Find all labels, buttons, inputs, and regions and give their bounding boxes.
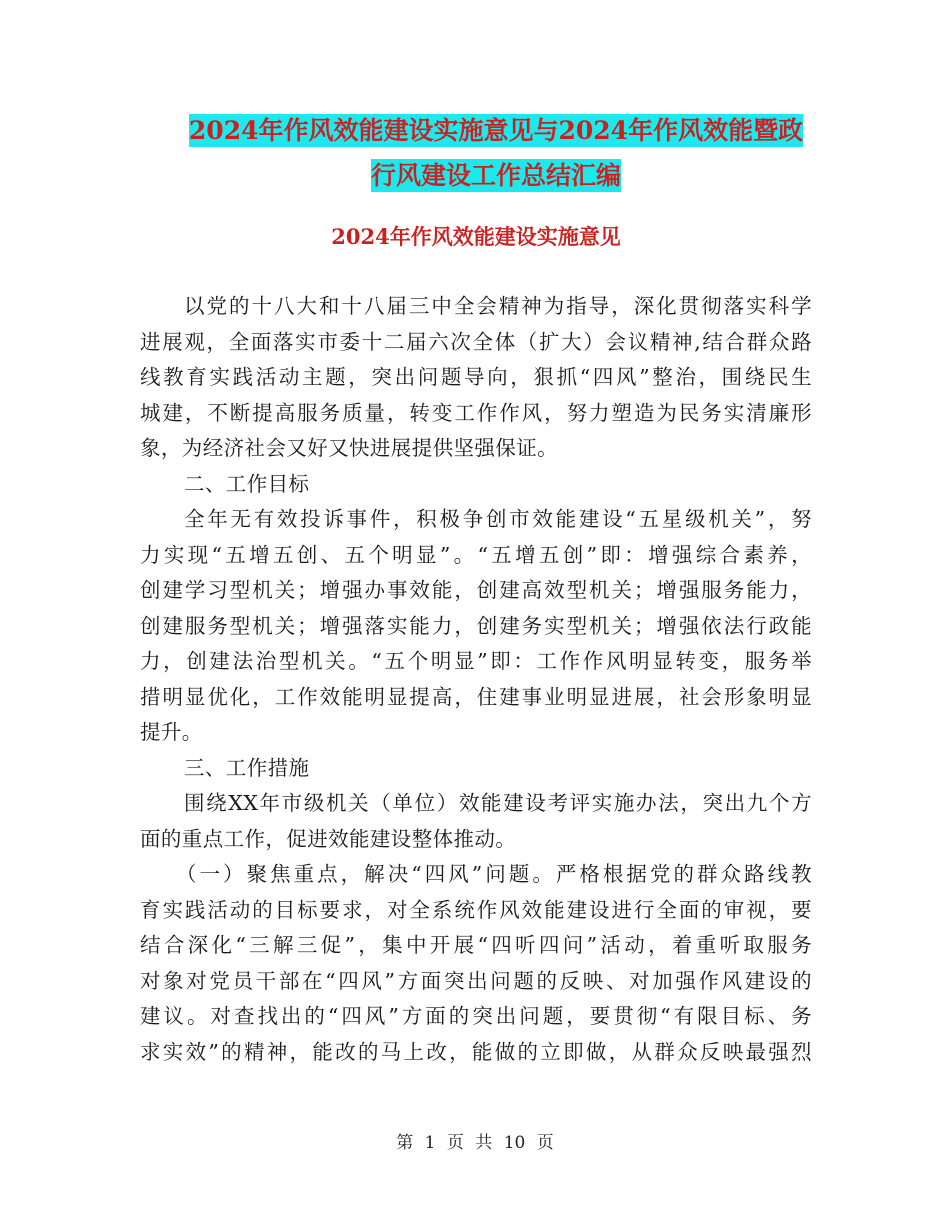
body-line: 求实效”的精神，能改的马上改，能做的立即做，从群众反映最强烈 [140,1039,812,1064]
body-line: 城建，不断提高服务质量，转变工作作风，努力塑造为民务实清廉形 [140,400,812,425]
body-line: 提升。 [140,720,203,744]
section-heading-goals: 二、工作目标 [184,471,310,496]
section-heading-measures: 三、工作措施 [184,755,310,780]
document-body [140,289,812,1070]
body-line: 力，创建法治型机关。“五个明显”即：工作作风明显转变，服务举 [140,649,812,673]
body-line: 进展观，全面落实市委十二届六次全体（扩大）会议精神,结合群众路 [140,329,812,354]
body-line: 力实现“五增五创、五个明显”。“五增五创”即：增强综合素养， [140,542,812,567]
body-line: （一）聚焦重点，解决“四风”问题。严格根据党的群众路线教 [176,862,812,886]
body-line: 建议。对查找出的“四风”方面的突出问题，要贯彻“有限目标、务 [140,1004,812,1028]
body-line: 围绕XX年市级机关（单位）效能建设考评实施办法，突出九个方 [184,791,812,815]
body-line: 面的重点工作，促进效能建设整体推动。 [140,826,517,851]
title-line-1: 2024年作风效能建设实施意见与2024年作风效能暨政 [188,116,804,145]
body-line: 对象对党员干部在“四风”方面突出问题的反映、对加强作风建设的 [140,968,812,993]
page-footer: 第 1 页 共 10 页 [396,1133,554,1153]
body-line: 象，为经济社会又好又快进展提供坚强保证。 [140,436,558,460]
document-title [140,108,852,198]
body-line: 结合深化“三解三促”，集中开展“四听四问”活动，着重听取服务 [140,933,812,957]
section-title: 2024年作风效能建设实施意见 [331,224,621,249]
body-line: 以党的十八大和十八届三中全会精神为指导，深化贯彻落实科学 [184,294,812,318]
body-line: 措明显优化，工作效能明显提高，住建事业明显进展，社会形象明显 [140,684,812,709]
body-line: 育实践活动的目标要求，对全系统作风效能建设进行全面的审视，要 [140,897,812,922]
body-line: 创建学习型机关；增强办事效能，创建高效型机关；增强服务能力， [140,578,812,602]
title-line-2: 行风建设工作总结汇编 [370,161,621,190]
body-line: 全年无有效投诉事件，积极争创市效能建设“五星级机关”，努 [184,507,812,531]
body-line: 线教育实践活动主题，突出问题导向，狠抓“四风”整治，围绕民生 [140,365,812,389]
body-line: 创建服务型机关；增强落实能力，创建务实型机关；增强依法行政能 [140,613,812,638]
